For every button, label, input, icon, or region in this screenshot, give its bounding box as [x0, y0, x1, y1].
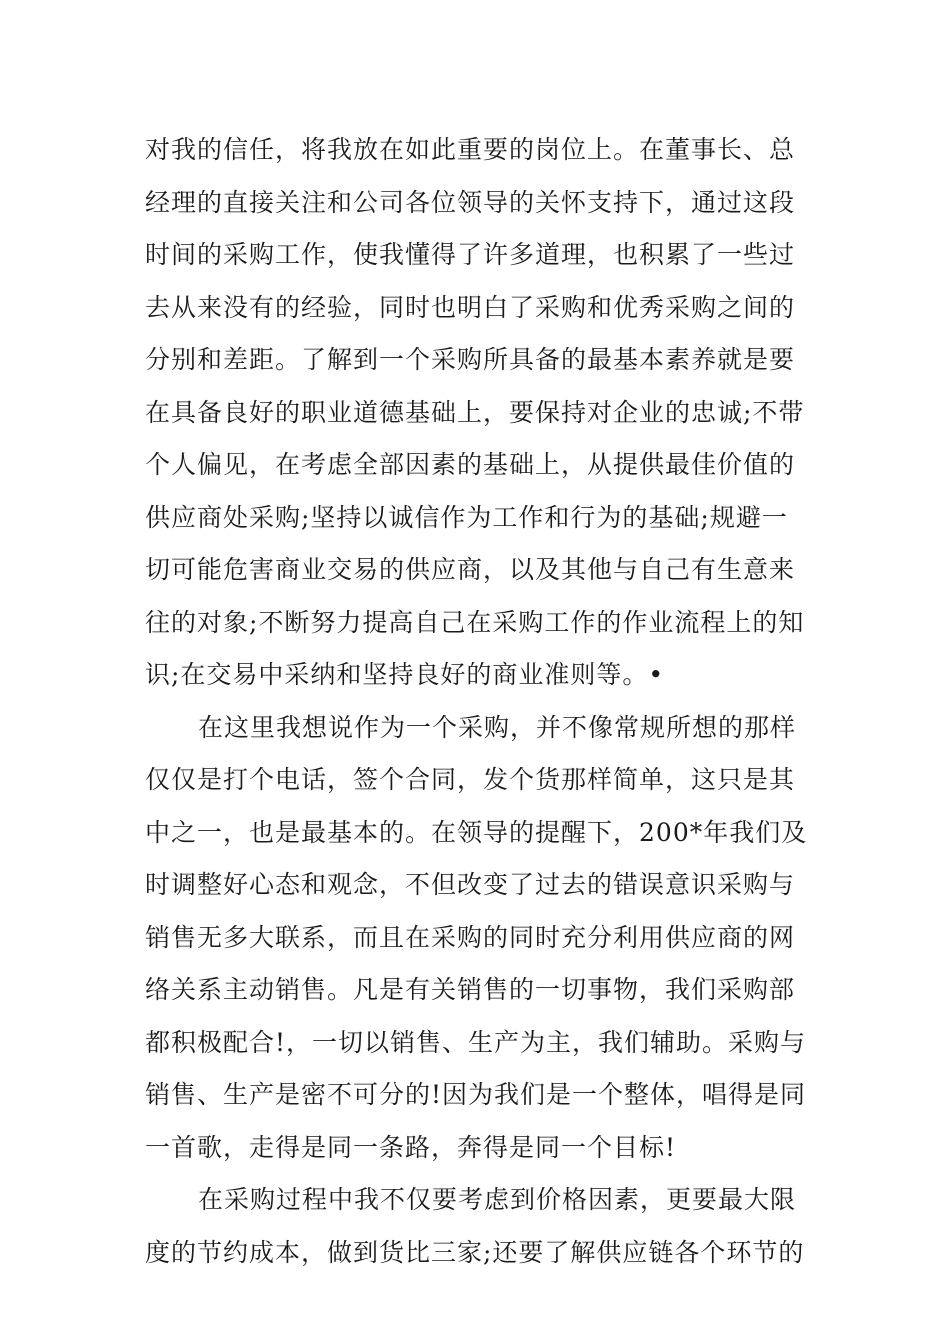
paragraph-2 — [145, 702, 810, 1175]
text-line: 一首歌，走得是同一条路，奔得是同一个目标! — [145, 1132, 677, 1162]
text-line: 中之一，也是最基本的。在领导的提醒下，200*年我们及 — [145, 817, 808, 847]
text-line: 分别和差距。了解到一个采购所具备的最基本素养就是要 — [145, 345, 796, 374]
text-line: 时间的采购工作，使我懂得了许多道理，也积累了一些过 — [145, 240, 796, 269]
text-line: 对我的信任，将我放在如此重要的岗位上。在董事长、总 — [145, 135, 796, 164]
text-line: 切可能危害商业交易的供应商，以及其他与自己有生意来 — [145, 555, 796, 584]
text-line: 去从来没有的经验，同时也明白了采购和优秀采购之间的 — [145, 292, 796, 322]
text-line: 在采购过程中我不仅要考虑到价格因素，更要最大限 — [198, 1185, 797, 1214]
text-line: 仅仅是打个电话，签个合同，发个货那样简单，这只是其 — [145, 765, 796, 794]
text-line: 往的对象;不断努力提高自己在采购工作的作业流程上的知 — [145, 607, 805, 637]
text-line: 销售、生产是密不可分的!因为我们是一个整体，唱得是同 — [145, 1080, 807, 1109]
text-line: 络关系主动销售。凡是有关销售的一切事物，我们采购部 — [145, 975, 796, 1004]
text-line: 度的节约成本，做到货比三家;还要了解供应链各个环节的 — [145, 1237, 805, 1267]
document-page — [145, 124, 810, 1279]
text-line: 识;在交易中采纳和坚持良好的商业准则等。• — [145, 660, 665, 689]
text-line: 个人偏见，在考虑全部因素的基础上，从提供最佳价值的 — [145, 450, 796, 479]
text-line: 供应商处采购;坚持以诚信作为工作和行为的基础;规避一 — [145, 502, 788, 532]
text-line: 销售无多大联系，而且在采购的同时充分利用供应商的网 — [145, 922, 796, 952]
text-line: 经理的直接关注和公司各位领导的关怀支持下，通过这段 — [145, 187, 796, 217]
text-line: 在这里我想说作为一个采购，并不像常规所想的那样 — [198, 712, 797, 742]
paragraph-3 — [145, 1174, 810, 1279]
text-line: 都积极配合!，一切以销售、生产为主，我们辅助。采购与 — [145, 1027, 807, 1057]
text-line: 在具备良好的职业道德基础上，要保持对企业的忠诚;不带 — [145, 397, 805, 427]
text-line: 时调整好心态和观念，不但改变了过去的错误意识采购与 — [145, 870, 796, 899]
paragraph-1 — [145, 124, 810, 702]
